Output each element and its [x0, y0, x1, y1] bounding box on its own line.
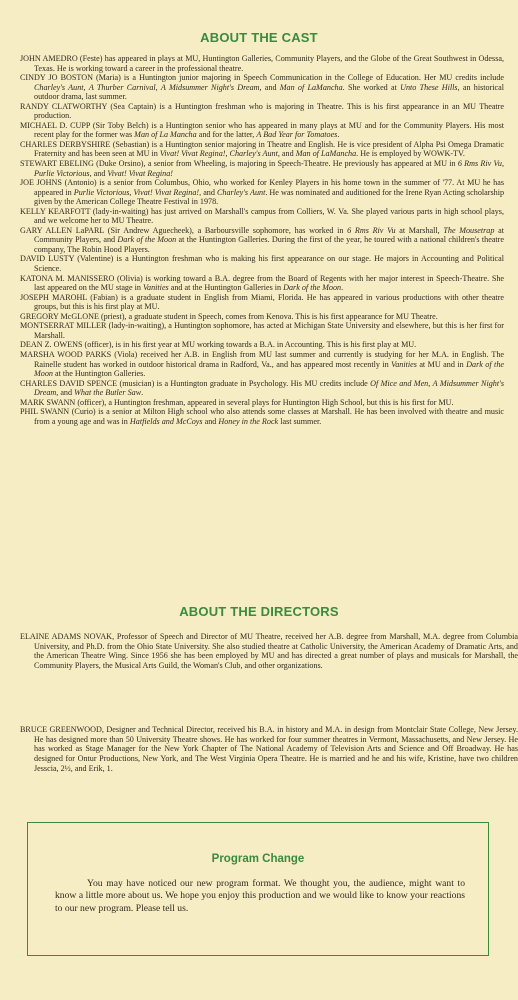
cast-member-name: GARY ALLEN LaPARL: [20, 225, 105, 235]
cast-member-name: MARSHA WOOD PARKS: [20, 349, 112, 359]
director-name: ELAINE ADAMS NOVAK: [20, 632, 113, 641]
cast-member-name: DEAN Z. OWENS: [20, 340, 83, 350]
cast-member-bio-text: is working toward a B.A. degree from the Board of Regents with her major interest in Speech-Theatre. She last appeared on the MU stage in Vanities and at the Huntington Galleries in Dark of the Moon.: [34, 273, 505, 293]
cast-member-bio-text: has just arrived on Marshall's campus from Colliers, W. Va. She played various parts in high school plays, and we welcome her to MU Theatre.: [34, 206, 504, 226]
cast-member-role: (Sea Captain): [107, 101, 157, 111]
cast-member-role: (Fabian): [87, 292, 118, 302]
cast-member-name: CHARLES DAVID SPENCE: [20, 378, 118, 388]
cast-bio: [20, 312, 504, 322]
cast-bio: [20, 121, 504, 140]
cast-bio: [20, 350, 504, 379]
cast-member-name: JOSEPH MAROHL: [20, 292, 88, 302]
cast-member-role: (Feste): [77, 54, 103, 63]
cast-bio: [20, 254, 504, 273]
cast-bio: [20, 398, 504, 408]
about-the-cast-heading: ABOUT THE CAST: [200, 30, 318, 45]
cast-member-bio-text: is a Huntington freshman who is making his first appearance on our stage. He majors in Accounting and Political Science.: [34, 254, 505, 274]
cast-bio: [20, 207, 504, 226]
about-the-directors-heading: ABOUT THE DIRECTORS: [179, 604, 339, 619]
cast-member-role: (priest): [98, 311, 125, 321]
program-change-box: [27, 822, 489, 956]
cast-member-role: (Maria): [92, 73, 121, 83]
cast-member-bio-text: , a Huntington freshman, appeared in several plays for Huntington High School, but this is his first for MU.: [104, 397, 454, 407]
cast-member-bio-text: is a graduate student in English from Miami, Florida. He has appeared in various productions with other theatre groups, but this is his first play at MU.: [34, 292, 505, 312]
cast-member-name: JOE JOHNS: [20, 178, 62, 188]
cast-member-role: (Antonio): [61, 178, 97, 188]
cast-bio-list: [20, 54, 504, 426]
cast-member-role: (musician): [117, 378, 155, 388]
director-bio: [20, 632, 518, 671]
cast-member-name: JOHN AMEDRO: [20, 54, 78, 63]
cast-member-bio-text: is a Huntington junior majoring in Speech Communication in the College of Education. Her MU credits include Charley's Aunt, A Thurber Carnival, A Midsummer Night's Dream, and Man of LaMancha. She worked at Unto These Hills, an historical outdoor drama, last summer.: [34, 73, 505, 102]
cast-member-role: (Valentine): [74, 254, 114, 264]
cast-member-role: (lady-in-waiting): [106, 321, 165, 331]
cast-bio: [20, 54, 504, 73]
cast-member-name: MARK SWANN: [20, 397, 76, 407]
cast-member-name: RANDY CLATWORTHY: [20, 101, 108, 111]
cast-bio: [20, 73, 504, 102]
cast-member-role: (officer): [82, 340, 112, 350]
director-name: BRUCE GREENWOOD: [20, 725, 102, 734]
cast-member-role: (Sir Andrew Aguecheek): [104, 225, 192, 235]
cast-member-name: CINDY JO BOSTON: [20, 73, 93, 83]
cast-member-bio-text: received her A.B. in English from MU last summer and currently is studying for her M.A. in English. The Rainelle student has worked in outdoor historical drama in Radford, Va., and has appeared most recently in Vanities at MU and in Dark of the Moon at the Huntington Galleries.: [34, 349, 504, 379]
cast-member-role: (Curio): [69, 407, 96, 417]
cast-bio: [20, 159, 504, 178]
cast-member-bio-text: is a Huntington graduate in Psychology. His MU credits include Of Mice and Men, A Midsummer Night's Dream, and What the Butler Saw.: [34, 378, 505, 398]
cast-bio: [20, 321, 504, 340]
cast-member-bio-text: , is in his first year at MU working towards a B.A. in Accounting. This is his first play at MU.: [111, 340, 417, 350]
cast-member-bio-text: is a Huntington senior who has appeared in many plays at MU and for the Community Players. His most recent play for the former was Man of La Mancha and for the latter, A Bad Year for Tomatoes.: [34, 120, 504, 140]
cast-member-name: STEWART EBELING: [20, 159, 94, 169]
director-text: , Designer and Technical Director, received his B.A. in history and M.A. in design from Montclair State College, New Jersey. He has designed more than 50 University Theatre shows. He has worked for four summer theatres in Vermont, Massachusetts, and New Jersey. He has worked as Stage Manager for the New York Chapter of The National Academy of Television Arts and Science and Off Broadway. He has designed for Ontur Productions, New York, and The West Virginia Opera Theatre. He is married and he and his wife, Kristine, have two children Jesscia, 2½, and Erik, 1.: [34, 725, 518, 773]
director-bio: [20, 725, 518, 774]
cast-member-bio-text: is a senior from Columbus, Ohio, who worked for Kenley Players in his home town in the summer of '77. At MU he has appeared in Purlie Victorious, Vivat! Vivat Regina!, and Charley's Aunt. He was nominated and auditioned for the Irene Ryan Acting scholarship given by the American College Theatre Festival in 1978.: [34, 178, 505, 207]
cast-member-name: DAVID LUSTY: [20, 254, 75, 264]
cast-member-name: GREGORY McGLONE: [20, 311, 99, 321]
cast-bio: [20, 274, 504, 293]
cast-bio: [20, 379, 504, 398]
cast-member-bio-text: , a Barboursville sophomore, has worked in 6 Rms Riv Vu at Marshall, The Mousetrap at Community Players, and Dark of the Moon at the Huntington Galleries. During the first of the year, he toured with a national children's theatre company, The Robin Hood Players.: [34, 225, 504, 254]
cast-member-role: (lady-in-waiting): [90, 206, 149, 216]
director-text: , Professor of Speech and Director of MU Theatre, received her A.B. degree from Marshall, M.A. degree from Columbia University, and Ph.D. from the Ohio State University. She also studied theatre at Catholic University, the American Academy of Dramatic Arts, and the American Theatre Wing. Since 1956 she has been employed by MU and has directed a great number of plays and musicals for Marshall, the Community Players, the Musical Arts Guild, the Woman's Club, and other organizations.: [34, 632, 518, 671]
cast-member-bio-text: , a graduate student in Speech, comes from Kenova. This is his first appearance for MU Theatre.: [124, 311, 438, 321]
cast-member-role: (Olivia): [114, 273, 143, 283]
cast-bio: [20, 226, 504, 255]
cast-bio: [20, 340, 504, 350]
cast-member-name: MICHAEL D. CUPP: [20, 120, 91, 130]
cast-member-name: CHARLES DERBYSHIRE: [20, 139, 111, 149]
cast-bio: [20, 178, 504, 207]
program-change-text: You may have noticed our new program format. We thought you, the audience, might want to know a little more about us. We hope you enjoy this production and we would like to know your reactions to our new program. Please tell us.: [55, 878, 465, 914]
cast-member-name: KATONA M. MANISSERO: [20, 273, 115, 283]
cast-member-role: (Sebastian): [110, 139, 150, 149]
cast-member-bio-text: is a Huntington freshman who is majoring in Theatre. This is his first appearance in an MU Theatre production.: [34, 101, 504, 121]
cast-member-role: (Sir Toby Belch): [90, 120, 149, 130]
cast-member-name: KELLY KEARFOTT: [20, 206, 91, 216]
cast-member-bio-text: is a Huntington senior majoring in Theatre and English. He is vice president of Alpha Psi Omega Dramatic Fraternity and has been seen at MU in Vivat! Vivat Regina!, Charley's Aunt, and Man of LaMancha. He is employed by WOWK-TV.: [34, 139, 505, 159]
cast-member-name: MONTSERRAT MILLER: [20, 321, 107, 331]
cast-member-bio-text: has appeared in plays at MU, Huntington Galleries, Community Players, and the Globe of the Great Southwest in Odessa, Texas. He is working toward a career in the professional theatre.: [34, 54, 504, 73]
cast-member-bio-text: , a senior from Wheeling, is majoring in Speech-Theatre. He previously has appeared at MU in 6 Rms Riv Vu, Purlie Victorious, and Vivat! Vivat Regina!: [34, 159, 504, 178]
cast-bio: [20, 140, 504, 159]
cast-bio: [20, 407, 504, 426]
cast-member-role: (Duke Orsino): [93, 159, 144, 169]
cast-member-bio-text: is a senior at Milton High school who also attends some classes at Marshall. He has been involved with theatre and music from a young age and was in Hatfields and McCoys and Honey in the Rock last summer.: [34, 407, 504, 426]
cast-member-role: (Viola): [111, 349, 138, 359]
cast-member-bio-text: , a Huntington sophomore, has acted at Michigan State University and elsewhere, but this is her first for Marshall.: [34, 321, 504, 340]
program-change-title: Program Change: [211, 853, 305, 865]
cast-bio: [20, 102, 504, 121]
cast-member-name: PHIL SWANN: [20, 407, 70, 417]
cast-bio: [20, 293, 504, 312]
cast-member-role: (officer): [75, 397, 105, 407]
